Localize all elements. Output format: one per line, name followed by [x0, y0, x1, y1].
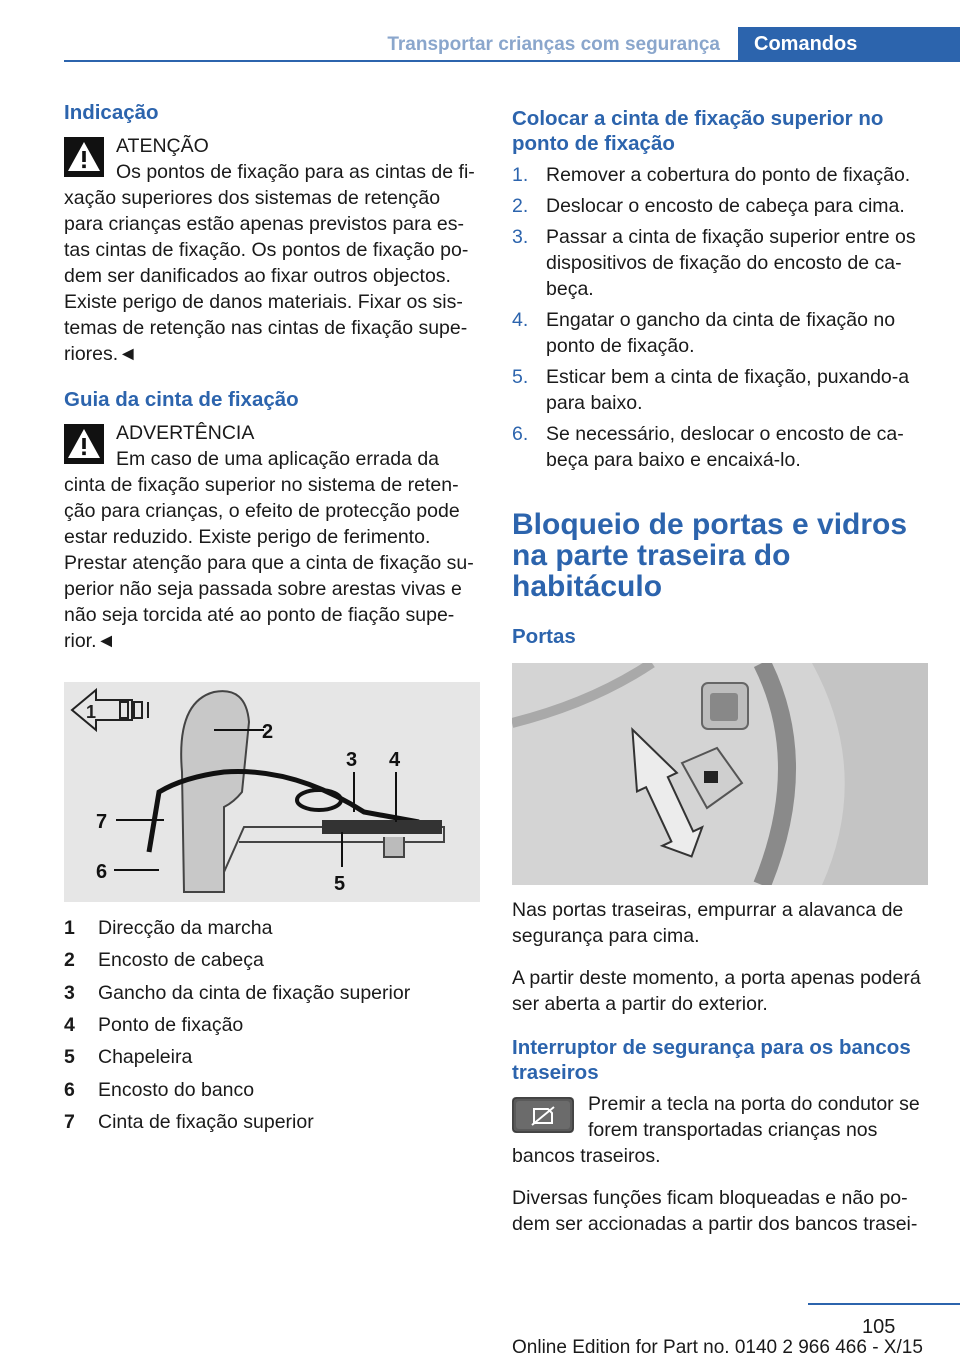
legend-row — [64, 944, 480, 976]
headrest-illustration — [64, 682, 480, 902]
legend-row — [64, 1106, 480, 1138]
step-text: Remover a cobertura do ponto de fixação. — [546, 164, 911, 186]
interruptor-paragraph-2: Diversas funções ficam bloqueadas e não podem ser accionadas a partir dos bancos trasei- — [512, 1187, 918, 1235]
steps-list — [512, 162, 930, 473]
left-column — [64, 100, 480, 1138]
legend-number: 6 — [64, 1078, 75, 1101]
warning-triangle-icon — [64, 424, 104, 464]
footer-rule — [808, 1303, 960, 1305]
step-number: 3. — [512, 226, 529, 248]
legend-row — [64, 1041, 480, 1073]
warning-text: Os pontos de fixação para as cintas de fixação superiores dos sistemas de retenção para crianças estão apenas previstos para estas cintas de fixação. Os pontos de fixação podem ser danificados ao fixar outros objectos. Existe perigo de danos materiais. Fixar os sistemas de retenção nas cintas de fixação superiores.◄ — [64, 161, 475, 365]
step-item — [512, 421, 930, 473]
step-text: Passar a cinta de fixação superior entre os dispositivos de fixação do encosto de cabeça. — [546, 226, 916, 300]
right-column — [512, 100, 930, 1237]
step-number: 2. — [512, 195, 529, 217]
figure-label-2: 2 — [262, 721, 274, 743]
warning-text: Em caso de uma aplicação errada da cinta de fixação superior no sistema de retenção para crianças, o efeito de protecção pode estar reduzido. Existe perigo de ferimento. Prestar atenção para que a cinta de fixação superior não seja passada sobre arestas vivas e não seja torcida até ao ponto de fiação superior.◄ — [64, 448, 474, 652]
guia-heading: Guia da cinta de fixação — [64, 388, 299, 411]
portas-paragraph-2: A partir deste momento, a porta apenas poderá ser aberta a partir do exterior. — [512, 967, 921, 1015]
step-item — [512, 307, 930, 359]
legend-number: 4 — [64, 1014, 75, 1037]
edition-footer: Online Edition for Part no. 0140 2 966 466 - X/15 — [512, 1337, 923, 1358]
step-item — [512, 224, 930, 302]
interruptor-heading: Interruptor de segurança para os bancos traseiros — [512, 1036, 911, 1084]
figure-label-4: 4 — [389, 749, 401, 771]
legend-text: Direcção da marcha — [98, 917, 273, 940]
legend-text: Cinta de fixação superior — [98, 1110, 314, 1133]
running-header-section: Transportar crianças com segurança — [387, 34, 720, 55]
child-lock-switch-icon — [512, 1097, 574, 1133]
legend-row — [64, 1073, 480, 1105]
figure-legend — [64, 912, 480, 1138]
step-number: 5. — [512, 366, 529, 388]
legend-text: Chapeleira — [98, 1046, 193, 1069]
colocar-heading: Colocar a cinta de fixação superior no ponto de fixação — [512, 107, 884, 155]
header-rule — [64, 60, 960, 62]
headrest-diagram — [64, 682, 480, 902]
step-text: Esticar bem a cinta de fixação, puxando-a para baixo. — [546, 366, 910, 414]
warning-block-atencao — [64, 133, 480, 367]
step-item — [512, 162, 930, 188]
warning-title: ADVERTÊNCIA — [116, 422, 255, 444]
step-text: Engatar o gancho da cinta de fixação no ponto de fixação. — [546, 309, 896, 357]
legend-number: 3 — [64, 981, 75, 1004]
legend-number: 5 — [64, 1046, 75, 1069]
legend-row — [64, 912, 480, 944]
page-number: 105 — [862, 1316, 896, 1338]
warning-block-advertencia — [64, 420, 480, 654]
step-text: Se necessário, deslocar o encosto de cabeça para baixo e encaixá-lo. — [546, 423, 904, 471]
portas-paragraph-1: Nas portas traseiras, empurrar a alavanca de segurança para cima. — [512, 899, 904, 947]
warning-title: ATENÇÃO — [116, 135, 209, 157]
step-number: 6. — [512, 423, 529, 445]
interruptor-paragraph-1: Premir a tecla na porta do condutor se forem transportadas crianças nos bancos traseiros. — [512, 1093, 920, 1167]
step-item — [512, 364, 930, 416]
legend-row — [64, 1009, 480, 1041]
figure-label-5: 5 — [334, 873, 346, 895]
legend-text: Encosto do banco — [98, 1078, 255, 1101]
indicacao-heading: Indicação — [64, 101, 159, 124]
legend-number: 7 — [64, 1110, 75, 1133]
step-number: 4. — [512, 309, 529, 331]
legend-number: 2 — [64, 949, 75, 972]
figure-label-7: 7 — [96, 811, 108, 833]
step-text: Deslocar o encosto de cabeça para cima. — [546, 195, 905, 217]
warning-triangle-icon — [64, 137, 104, 177]
door-lever-illustration — [512, 663, 928, 885]
figure-label-1: 1 — [86, 702, 97, 722]
bloqueio-heading: Bloqueio de portas e vidros na parte traseira do habitáculo — [512, 508, 908, 603]
running-header-chapter: Comandos — [738, 27, 960, 62]
step-number: 1. — [512, 164, 529, 186]
portas-heading: Portas — [512, 625, 576, 648]
legend-text: Gancho da cinta de fixação superior — [98, 981, 411, 1004]
legend-text: Ponto de fixação — [98, 1014, 244, 1037]
legend-row — [64, 977, 480, 1009]
figure-label-6: 6 — [96, 861, 108, 883]
figure-label-3: 3 — [346, 749, 358, 771]
step-item — [512, 193, 930, 219]
legend-number: 1 — [64, 917, 75, 940]
door-lever-photo — [512, 663, 928, 885]
legend-text: Encosto de cabeça — [98, 949, 264, 972]
interruptor-block — [512, 1091, 930, 1169]
